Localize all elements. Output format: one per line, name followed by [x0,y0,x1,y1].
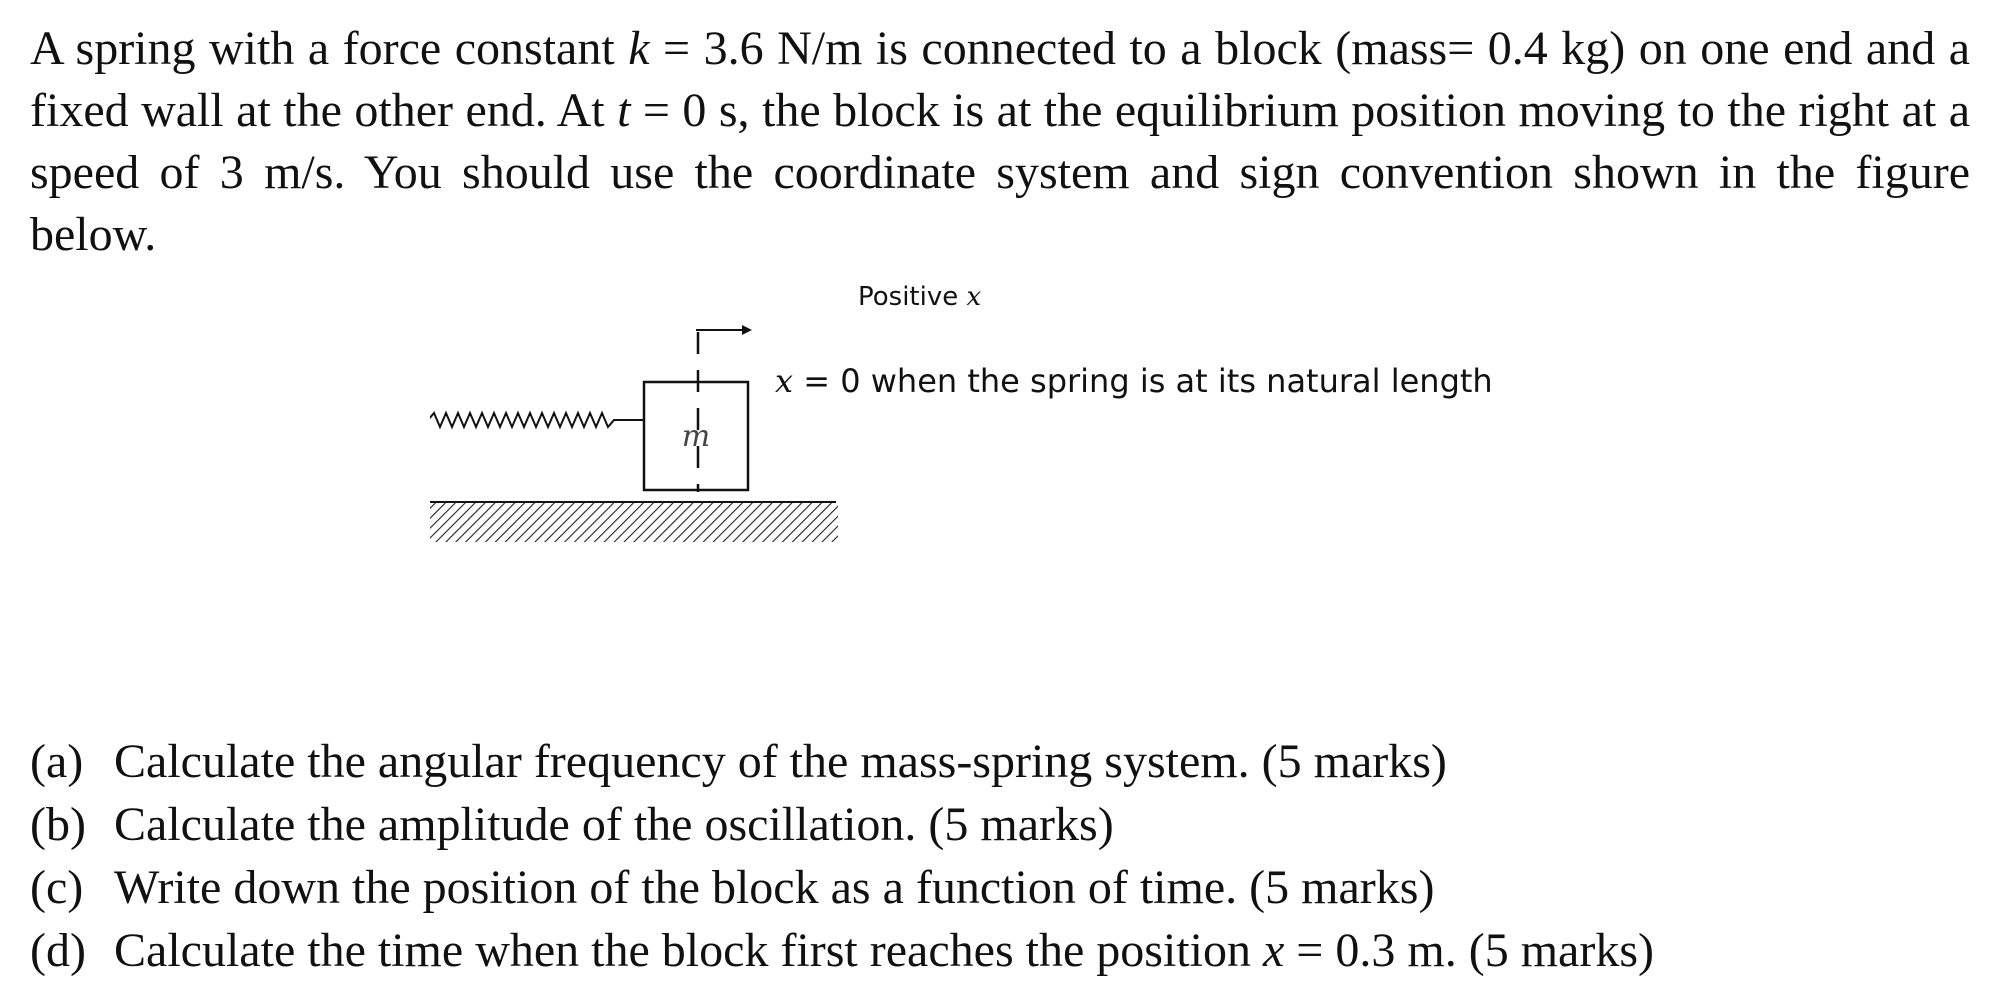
mass-label: m [681,419,711,454]
question-letter: (c) [30,861,84,914]
question-text-end: = 0.3 m. (5 marks) [1284,924,1654,977]
question-letter: (a) [30,735,84,788]
question-text: Calculate the time when the block first reaches the position [114,924,1263,977]
question-item-a [30,730,1654,793]
positive-x-label [858,282,981,312]
problem-statement [30,18,1970,266]
question-item-b [30,793,1654,856]
k-symbol: k [628,22,650,75]
question-text: Calculate the amplitude of the oscillation. (5 marks) [114,798,1114,851]
intro-text-2: = 3.6 N/m is connected to a block (mass= 0.4 kg) on one end and a fixed wall at the other end. At [30,22,1970,137]
floor [430,502,838,542]
question-item-d [30,919,1654,982]
question-item-c [30,856,1654,919]
t-symbol: t [617,84,631,137]
question-letter: (b) [30,798,86,851]
question-text: Calculate the angular frequency of the mass-spring system. (5 marks) [114,735,1447,788]
spring-mass-figure [430,270,1630,710]
x-symbol: x [775,362,794,400]
equilibrium-caption [775,362,1493,400]
question-list [30,730,1654,982]
intro-text-1: A spring with a force constant [30,22,629,75]
intro-text-3: = 0 s, the block is at the equilibrium position moving to the right at a speed of 3 m/s. You should use the coordinate system and sign convention shown in the figure below. [30,84,1971,261]
positive-x-arrow-icon [696,325,752,335]
x-symbol: x [1262,924,1285,977]
question-letter: (d) [30,924,86,977]
positive-x-symbol: x [966,282,982,312]
equilibrium-caption-text: = 0 when the spring is at its natural length [793,362,1493,400]
positive-label-text: Positive [858,282,967,312]
question-text: Write down the position of the block as a function of time. (5 marks) [114,861,1435,914]
spring [430,413,644,427]
spring-mass-diagram [430,270,1630,710]
